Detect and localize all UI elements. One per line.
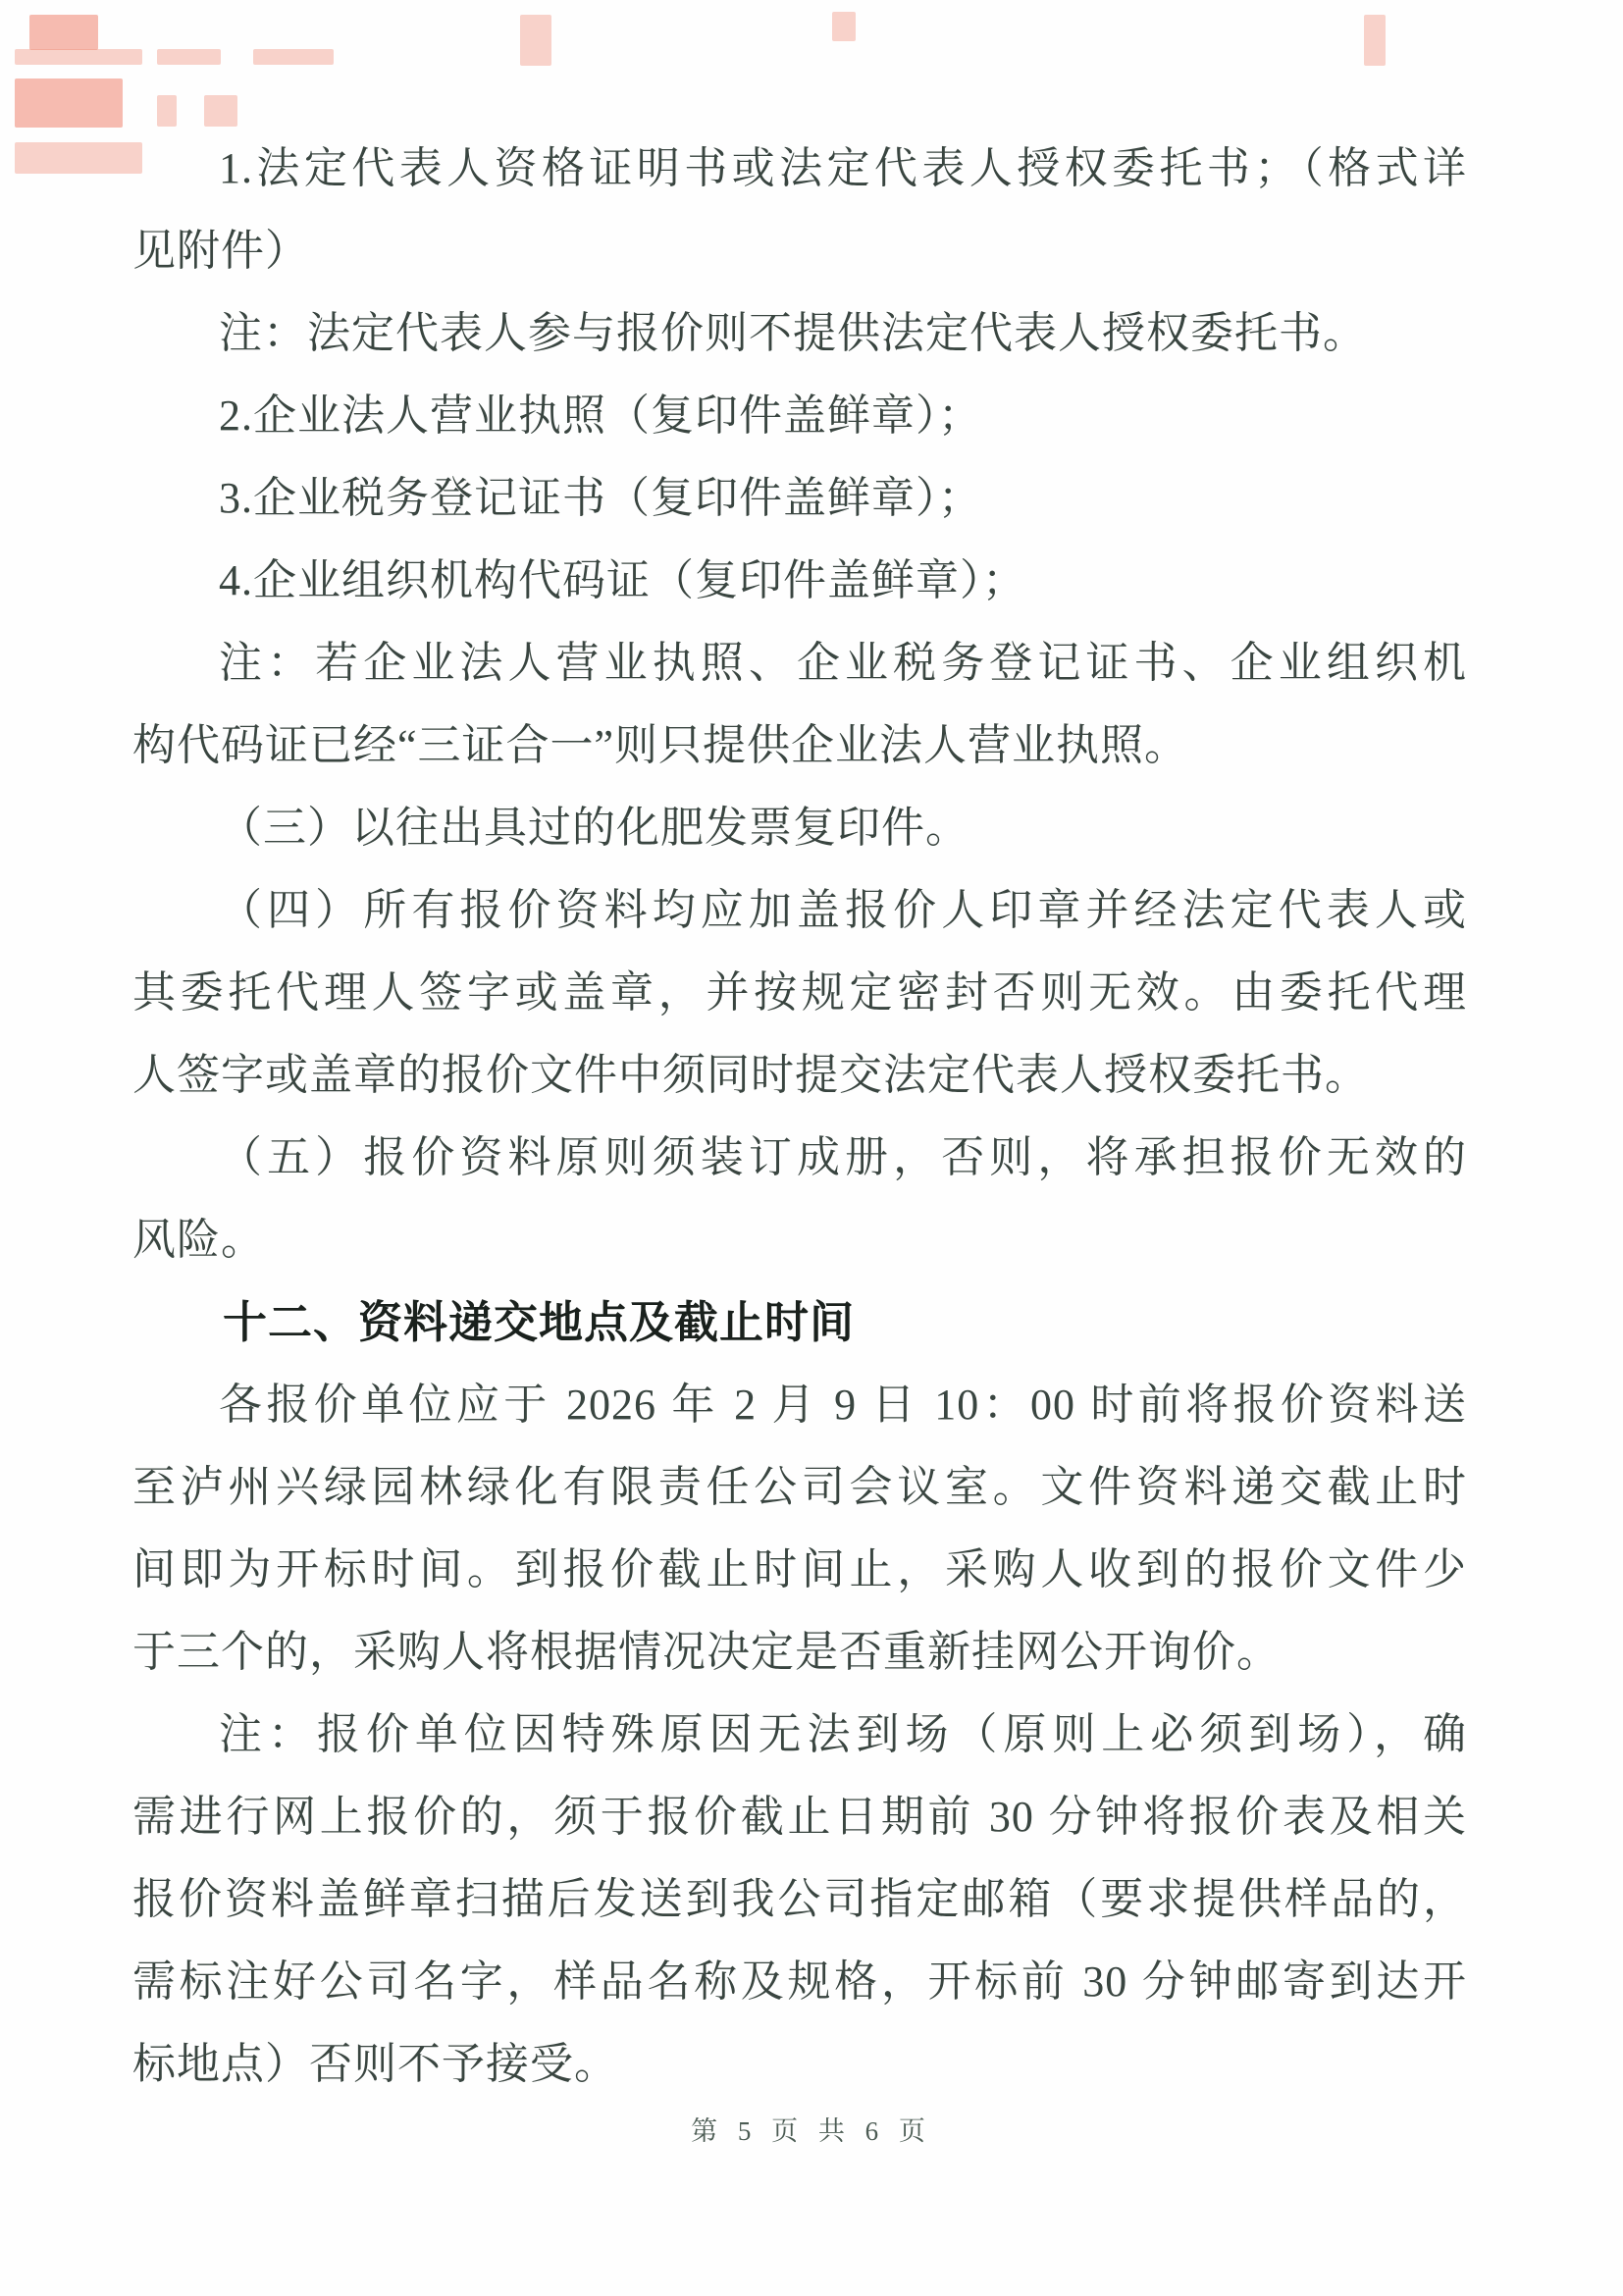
text-line: 注：报价单位因特殊原因无法到场（原则上必须到场），确 [219,1710,1467,1758]
text-line: 于三个的，采购人将根据情况决定是否重新挂网公开询价。 [132,1628,1281,1676]
text-line: 标地点）否则不予接受。 [132,2040,618,2088]
text-line: 需标注好公司名字，样品名称及规格，开标前 30 分钟邮寄到达开 [132,1957,1467,2006]
bleed-through-mark [15,49,142,65]
text-line: 注：若企业法人营业执照、企业税务登记证书、企业组织机 [219,639,1467,687]
page-number: 第 5 页 共 6 页 [691,2116,932,2146]
text-line: （四）所有报价资料均应加盖报价人印章并经法定代表人或 [219,886,1467,934]
section-heading: 十二、资料递交地点及截止时间 [223,1297,856,1347]
bleed-through-mark [157,49,221,65]
text-line: 间即为开标时间。到报价截止时间止，采购人收到的报价文件少 [132,1545,1467,1593]
text-line: 风险。 [132,1216,265,1264]
text-line: （三）以往出具过的化肥发票复印件。 [219,804,969,852]
text-line: 2.企业法人营业执照（复印件盖鲜章）； [219,391,982,440]
text-line: 各报价单位应于 2026 年 2 月 9 日 10：00 时前将报价资料送 [219,1381,1467,1429]
text-line: 至泸州兴绿园林绿化有限责任公司会议室。文件资料递交截止时 [132,1463,1467,1511]
text-line: 报价资料盖鲜章扫描后发送到我公司指定邮箱（要求提供样品的， [132,1875,1467,1923]
text-line: 构代码证已经“三证合一”则只提供企业法人营业执照。 [132,721,1189,769]
bleed-through-mark [253,49,334,65]
bleed-through-mark [157,95,177,127]
bleed-through-mark [204,95,237,127]
text-line: 见附件） [132,227,309,275]
text-line: 人签字或盖章的报价文件中须同时提交法定代表人授权委托书。 [132,1051,1369,1099]
bleed-through-mark [29,15,98,50]
text-line: 其委托代理人签字或盖章，并按规定密封否则无效。由委托代理 [132,968,1467,1017]
bleed-through-mark [15,78,123,128]
bleed-through-mark [15,142,142,174]
bleed-through-mark [1364,15,1386,66]
text-line: 需进行网上报价的，须于报价截止日期前 30 分钟将报价表及相关 [132,1793,1467,1841]
text-line: 1.法定代表人资格证明书或法定代表人授权委托书；（格式详 [219,144,1467,192]
bleed-through-mark [832,12,856,41]
text-line: 注：法定代表人参与报价则不提供法定代表人授权委托书。 [219,309,1367,357]
text-line: 4.企业组织机构代码证（复印件盖鲜章）； [219,556,1026,604]
text-line: （五）报价资料原则须装订成册，否则，将承担报价无效的 [219,1133,1467,1181]
text-line: 3.企业税务登记证书（复印件盖鲜章）； [219,474,982,522]
document-body [132,128,1467,2106]
bleed-through-mark [520,15,551,66]
